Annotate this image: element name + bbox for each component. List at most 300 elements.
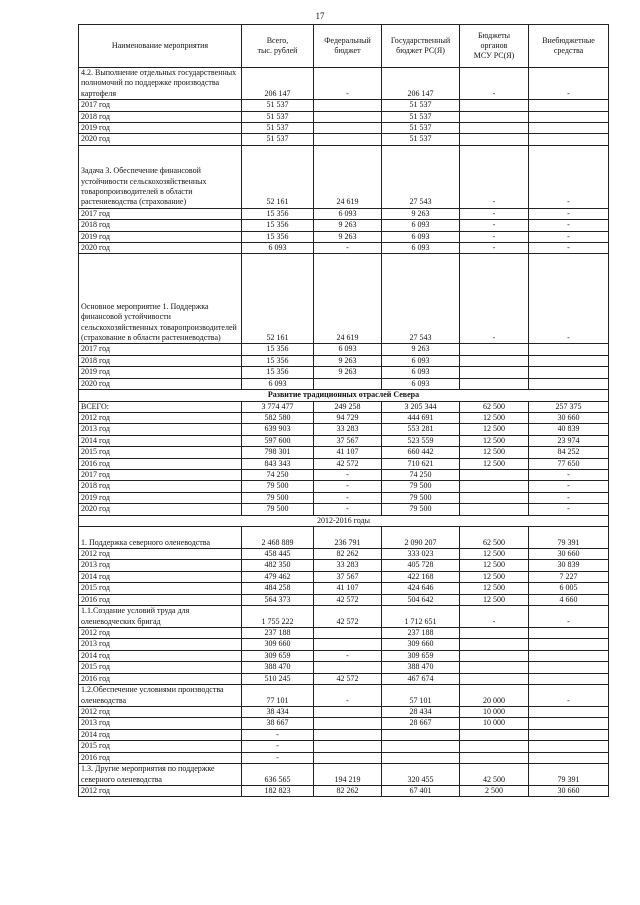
value-cell: 309 660 xyxy=(242,639,314,650)
table-row xyxy=(79,355,609,366)
value-cell: 24 619 xyxy=(314,254,382,344)
table-row xyxy=(79,123,609,134)
value-cell: 6 093 xyxy=(382,378,460,389)
value-cell: 236 791 xyxy=(314,526,382,548)
value-cell xyxy=(529,718,609,729)
row-label-cell: 2016 год xyxy=(79,458,242,469)
value-cell: 6 093 xyxy=(382,367,460,378)
row-label-cell: 2018 год xyxy=(79,111,242,122)
table-row xyxy=(79,469,609,480)
value-cell: - xyxy=(460,606,529,628)
value-cell xyxy=(529,378,609,389)
row-label-cell: 2019 год xyxy=(79,367,242,378)
value-cell: - xyxy=(314,243,382,254)
value-cell: - xyxy=(460,231,529,242)
row-label-cell: 2018 год xyxy=(79,220,242,231)
value-cell: 15 356 xyxy=(242,220,314,231)
value-cell: 42 572 xyxy=(314,606,382,628)
row-label-cell: 2019 год xyxy=(79,231,242,242)
value-cell: 257 375 xyxy=(529,401,609,412)
value-cell: 15 356 xyxy=(242,367,314,378)
table-row xyxy=(79,492,609,503)
value-cell xyxy=(529,123,609,134)
row-label-cell: 2020 год xyxy=(79,504,242,515)
value-cell xyxy=(460,367,529,378)
table-row xyxy=(79,504,609,515)
value-cell: 42 500 xyxy=(460,764,529,786)
value-cell: 77 101 xyxy=(242,685,314,707)
value-cell: 77 650 xyxy=(529,458,609,469)
value-cell: 79 500 xyxy=(382,481,460,492)
value-cell: 249 258 xyxy=(314,401,382,412)
value-cell xyxy=(460,344,529,355)
value-cell: 458 445 xyxy=(242,548,314,559)
row-label-cell: 2016 год xyxy=(79,594,242,605)
row-label-cell: 2013 год xyxy=(79,424,242,435)
value-cell: 6 093 xyxy=(314,344,382,355)
value-cell xyxy=(529,662,609,673)
value-cell xyxy=(314,718,382,729)
value-cell: 12 500 xyxy=(460,594,529,605)
table-row xyxy=(79,560,609,571)
value-cell xyxy=(382,741,460,752)
value-cell: - xyxy=(460,208,529,219)
value-cell: 182 823 xyxy=(242,786,314,797)
value-cell xyxy=(460,492,529,503)
value-cell: 3 205 344 xyxy=(382,401,460,412)
value-cell: 6 093 xyxy=(382,355,460,366)
value-cell: 42 572 xyxy=(314,594,382,605)
row-label-cell: 2018 год xyxy=(79,355,242,366)
value-cell: 333 023 xyxy=(382,548,460,559)
value-cell: 9 263 xyxy=(314,355,382,366)
value-cell xyxy=(460,628,529,639)
value-cell xyxy=(314,752,382,763)
value-cell: 388 470 xyxy=(382,662,460,673)
value-cell xyxy=(314,741,382,752)
section-row xyxy=(79,390,609,401)
value-cell: 510 245 xyxy=(242,673,314,684)
value-cell: 79 500 xyxy=(242,481,314,492)
row-label-cell: 2020 год xyxy=(79,134,242,145)
value-cell: 798 301 xyxy=(242,447,314,458)
table-row xyxy=(79,786,609,797)
value-cell xyxy=(460,378,529,389)
row-label-cell: Задача 3. Обеспечение финансовой устойчивости сельскохозяйственных товаропроизводителей в области растениеводства (страхование) xyxy=(79,145,242,208)
value-cell: 94 729 xyxy=(314,412,382,423)
table-row xyxy=(79,650,609,661)
row-label-cell: 2014 год xyxy=(79,435,242,446)
table-row xyxy=(79,378,609,389)
subsection-title: 2012-2016 годы xyxy=(79,515,609,526)
value-cell: 51 537 xyxy=(382,123,460,134)
table-row xyxy=(79,231,609,242)
value-cell: 2 090 207 xyxy=(382,526,460,548)
value-cell xyxy=(314,100,382,111)
value-cell: 194 219 xyxy=(314,764,382,786)
value-cell xyxy=(460,481,529,492)
row-label-cell: ВСЕГО: xyxy=(79,401,242,412)
value-cell xyxy=(529,741,609,752)
row-label-cell: 2014 год xyxy=(79,650,242,661)
value-cell: 6 093 xyxy=(382,220,460,231)
row-label-cell: 2017 год xyxy=(79,344,242,355)
value-cell xyxy=(460,741,529,752)
value-cell: 2 500 xyxy=(460,786,529,797)
table-row xyxy=(79,145,609,208)
value-cell: 388 470 xyxy=(242,662,314,673)
table-row xyxy=(79,639,609,650)
value-cell: - xyxy=(529,68,609,100)
value-cell xyxy=(529,111,609,122)
row-label-cell: 2019 год xyxy=(79,492,242,503)
row-label-cell: 2014 год xyxy=(79,729,242,740)
value-cell: 24 619 xyxy=(314,145,382,208)
value-cell: - xyxy=(314,650,382,661)
value-cell xyxy=(460,134,529,145)
value-cell: 6 093 xyxy=(382,243,460,254)
value-cell xyxy=(460,673,529,684)
value-cell: 27 543 xyxy=(382,145,460,208)
value-cell: 3 774 477 xyxy=(242,401,314,412)
value-cell: 28 667 xyxy=(382,718,460,729)
table-row xyxy=(79,367,609,378)
row-label-cell: 2013 год xyxy=(79,639,242,650)
value-cell: 6 093 xyxy=(314,208,382,219)
value-cell: 9 263 xyxy=(314,220,382,231)
value-cell: 639 903 xyxy=(242,424,314,435)
value-cell: 843 343 xyxy=(242,458,314,469)
value-cell xyxy=(314,639,382,650)
table-row xyxy=(79,481,609,492)
value-cell: - xyxy=(242,729,314,740)
value-cell xyxy=(460,729,529,740)
value-cell: 38 434 xyxy=(242,707,314,718)
value-cell: 79 391 xyxy=(529,526,609,548)
value-cell: - xyxy=(529,254,609,344)
table-row xyxy=(79,685,609,707)
section-title: Развитие традиционных отраслей Севера xyxy=(79,390,609,401)
value-cell: 482 350 xyxy=(242,560,314,571)
table-row xyxy=(79,571,609,582)
value-cell: 27 543 xyxy=(382,254,460,344)
value-cell: - xyxy=(529,145,609,208)
value-cell: 237 188 xyxy=(382,628,460,639)
value-cell: 79 500 xyxy=(382,492,460,503)
value-cell: 422 168 xyxy=(382,571,460,582)
value-cell: 51 537 xyxy=(242,100,314,111)
value-cell xyxy=(460,111,529,122)
value-cell: 484 258 xyxy=(242,583,314,594)
row-label-cell: 2012 год xyxy=(79,628,242,639)
value-cell: 10 000 xyxy=(460,707,529,718)
value-cell xyxy=(314,662,382,673)
value-cell xyxy=(529,639,609,650)
value-cell: 12 500 xyxy=(460,458,529,469)
row-label-cell: 2020 год xyxy=(79,243,242,254)
value-cell: 37 567 xyxy=(314,571,382,582)
value-cell: - xyxy=(460,243,529,254)
row-label-cell: 2017 год xyxy=(79,208,242,219)
row-label-cell: 2012 год xyxy=(79,548,242,559)
value-cell: 1 755 222 xyxy=(242,606,314,628)
table-row xyxy=(79,594,609,605)
value-cell xyxy=(460,752,529,763)
row-label-cell: 2016 год xyxy=(79,673,242,684)
value-cell: 444 691 xyxy=(382,412,460,423)
value-cell: 7 227 xyxy=(529,571,609,582)
row-label-cell: 2015 год xyxy=(79,662,242,673)
row-label-cell: 1.2.Обеспечение условиями производства оленеводства xyxy=(79,685,242,707)
value-cell xyxy=(529,367,609,378)
table-row xyxy=(79,68,609,100)
table-row xyxy=(79,606,609,628)
value-cell: - xyxy=(460,220,529,231)
row-label-cell: 2020 год xyxy=(79,378,242,389)
row-label-cell: Основное мероприятие 1. Поддержка финансовой устойчивости сельскохозяйственных товаропроизводителей (страхование в области растениеводства) xyxy=(79,254,242,344)
value-cell xyxy=(460,469,529,480)
row-label-cell: 2018 год xyxy=(79,481,242,492)
row-label-cell: 2017 год xyxy=(79,469,242,480)
value-cell: 309 659 xyxy=(242,650,314,661)
value-cell: 40 839 xyxy=(529,424,609,435)
value-cell: 12 500 xyxy=(460,435,529,446)
table-body xyxy=(79,68,609,797)
row-label-cell: 2019 год xyxy=(79,123,242,134)
subsection-row xyxy=(79,515,609,526)
row-label-cell: 2014 год xyxy=(79,571,242,582)
value-cell: 33 283 xyxy=(314,560,382,571)
value-cell xyxy=(460,355,529,366)
value-cell xyxy=(529,673,609,684)
value-cell: 30 660 xyxy=(529,548,609,559)
value-cell xyxy=(529,344,609,355)
value-cell: 84 252 xyxy=(529,447,609,458)
table-row xyxy=(79,243,609,254)
value-cell: 30 660 xyxy=(529,412,609,423)
table-row xyxy=(79,548,609,559)
value-cell: 564 373 xyxy=(242,594,314,605)
table-row xyxy=(79,673,609,684)
value-cell: - xyxy=(460,145,529,208)
value-cell: 42 572 xyxy=(314,458,382,469)
value-cell: - xyxy=(460,254,529,344)
row-label-cell: 2015 год xyxy=(79,447,242,458)
row-label-cell: 2017 год xyxy=(79,100,242,111)
value-cell: 523 559 xyxy=(382,435,460,446)
value-cell: 9 263 xyxy=(382,208,460,219)
value-cell: - xyxy=(529,231,609,242)
value-cell: 52 161 xyxy=(242,254,314,344)
value-cell: 30 660 xyxy=(529,786,609,797)
value-cell: - xyxy=(529,220,609,231)
value-cell: - xyxy=(529,469,609,480)
value-cell xyxy=(460,123,529,134)
value-cell xyxy=(314,729,382,740)
value-cell: 74 250 xyxy=(382,469,460,480)
value-cell: 41 107 xyxy=(314,447,382,458)
value-cell: - xyxy=(529,685,609,707)
value-cell: - xyxy=(529,492,609,503)
table-row xyxy=(79,208,609,219)
header-cell: Наименование мероприятия xyxy=(79,25,242,68)
value-cell: 42 572 xyxy=(314,673,382,684)
value-cell: 424 646 xyxy=(382,583,460,594)
value-cell: 553 281 xyxy=(382,424,460,435)
table-row xyxy=(79,111,609,122)
value-cell: 41 107 xyxy=(314,583,382,594)
value-cell xyxy=(529,729,609,740)
row-label-cell: 2015 год xyxy=(79,583,242,594)
table-row xyxy=(79,729,609,740)
table-row xyxy=(79,752,609,763)
value-cell xyxy=(529,355,609,366)
value-cell: - xyxy=(242,741,314,752)
value-cell: 15 356 xyxy=(242,231,314,242)
value-cell: 79 500 xyxy=(242,504,314,515)
table-row xyxy=(79,134,609,145)
value-cell: 15 356 xyxy=(242,355,314,366)
value-cell: 12 500 xyxy=(460,447,529,458)
value-cell: 33 283 xyxy=(314,424,382,435)
value-cell: 9 263 xyxy=(314,231,382,242)
value-cell: 479 462 xyxy=(242,571,314,582)
value-cell: 2 468 889 xyxy=(242,526,314,548)
table-row xyxy=(79,220,609,231)
value-cell: 57 101 xyxy=(382,685,460,707)
value-cell xyxy=(460,650,529,661)
value-cell: 309 660 xyxy=(382,639,460,650)
value-cell: - xyxy=(314,492,382,503)
value-cell xyxy=(460,662,529,673)
value-cell: 51 537 xyxy=(242,123,314,134)
value-cell xyxy=(529,752,609,763)
value-cell: 6 093 xyxy=(242,378,314,389)
value-cell: 82 262 xyxy=(314,786,382,797)
value-cell: 15 356 xyxy=(242,344,314,355)
value-cell: - xyxy=(529,606,609,628)
value-cell: 38 667 xyxy=(242,718,314,729)
value-cell xyxy=(529,100,609,111)
value-cell: - xyxy=(529,208,609,219)
value-cell: 12 500 xyxy=(460,548,529,559)
value-cell: - xyxy=(314,481,382,492)
value-cell: - xyxy=(460,68,529,100)
row-label-cell: 2013 год xyxy=(79,560,242,571)
value-cell: 62 500 xyxy=(460,526,529,548)
table-header-row xyxy=(79,25,609,68)
value-cell: 74 250 xyxy=(242,469,314,480)
row-label-cell: 1.3. Другие мероприятия по поддержке северного оленеводства xyxy=(79,764,242,786)
value-cell: 28 434 xyxy=(382,707,460,718)
table-row xyxy=(79,435,609,446)
value-cell: 12 500 xyxy=(460,560,529,571)
table-row xyxy=(79,344,609,355)
value-cell: 636 565 xyxy=(242,764,314,786)
value-cell: - xyxy=(314,469,382,480)
row-label-cell: 1. Поддержка северного оленеводства xyxy=(79,526,242,548)
value-cell: - xyxy=(529,504,609,515)
table-row xyxy=(79,254,609,344)
table-row xyxy=(79,412,609,423)
value-cell: 12 500 xyxy=(460,583,529,594)
value-cell: 206 147 xyxy=(382,68,460,100)
row-label-cell: 2012 год xyxy=(79,412,242,423)
value-cell: 51 537 xyxy=(382,100,460,111)
value-cell: 6 093 xyxy=(242,243,314,254)
value-cell: - xyxy=(314,68,382,100)
table-row xyxy=(79,447,609,458)
table-row xyxy=(79,401,609,412)
page-number: 17 xyxy=(315,11,325,21)
value-cell: 51 537 xyxy=(382,134,460,145)
value-cell: 1 712 651 xyxy=(382,606,460,628)
value-cell: 51 537 xyxy=(242,111,314,122)
value-cell: - xyxy=(314,685,382,707)
header-cell: Государственный бюджет РС(Я) xyxy=(382,25,460,68)
value-cell xyxy=(529,628,609,639)
value-cell: 309 659 xyxy=(382,650,460,661)
value-cell: 4 660 xyxy=(529,594,609,605)
value-cell xyxy=(314,707,382,718)
value-cell: 12 500 xyxy=(460,424,529,435)
value-cell: 82 262 xyxy=(314,548,382,559)
header-cell: Бюджеты органов МСУ РС(Я) xyxy=(460,25,529,68)
value-cell: 6 093 xyxy=(382,231,460,242)
budget-table xyxy=(78,24,609,797)
value-cell xyxy=(314,111,382,122)
value-cell: 23 974 xyxy=(529,435,609,446)
value-cell: 10 000 xyxy=(460,718,529,729)
value-cell xyxy=(382,752,460,763)
row-label-cell: 2012 год xyxy=(79,786,242,797)
value-cell: 51 537 xyxy=(242,134,314,145)
value-cell xyxy=(460,100,529,111)
value-cell xyxy=(529,650,609,661)
value-cell: 37 567 xyxy=(314,435,382,446)
value-cell: - xyxy=(529,481,609,492)
value-cell: 79 391 xyxy=(529,764,609,786)
value-cell: 20 000 xyxy=(460,685,529,707)
table-row xyxy=(79,583,609,594)
value-cell: 582 580 xyxy=(242,412,314,423)
table-row xyxy=(79,662,609,673)
value-cell: 405 728 xyxy=(382,560,460,571)
row-label-cell: 2013 год xyxy=(79,718,242,729)
table-row xyxy=(79,100,609,111)
table-row xyxy=(79,707,609,718)
value-cell: 51 537 xyxy=(382,111,460,122)
value-cell: 62 500 xyxy=(460,401,529,412)
value-cell: 79 500 xyxy=(382,504,460,515)
table-row xyxy=(79,628,609,639)
row-label-cell: 4.2. Выполнение отдельных государственных полномочий по поддержке производства картофеля xyxy=(79,68,242,100)
table-row xyxy=(79,741,609,752)
value-cell: 30 839 xyxy=(529,560,609,571)
row-label-cell: 2015 год xyxy=(79,741,242,752)
table-row xyxy=(79,458,609,469)
value-cell xyxy=(314,628,382,639)
value-cell: 237 188 xyxy=(242,628,314,639)
value-cell: 504 642 xyxy=(382,594,460,605)
row-label-cell: 1.1.Создание условий труда для оленеводческих бригад xyxy=(79,606,242,628)
value-cell xyxy=(460,504,529,515)
table-row xyxy=(79,424,609,435)
row-label-cell: 2016 год xyxy=(79,752,242,763)
value-cell: 660 442 xyxy=(382,447,460,458)
header-cell: Всего, тыс. рублей xyxy=(242,25,314,68)
value-cell: 206 147 xyxy=(242,68,314,100)
